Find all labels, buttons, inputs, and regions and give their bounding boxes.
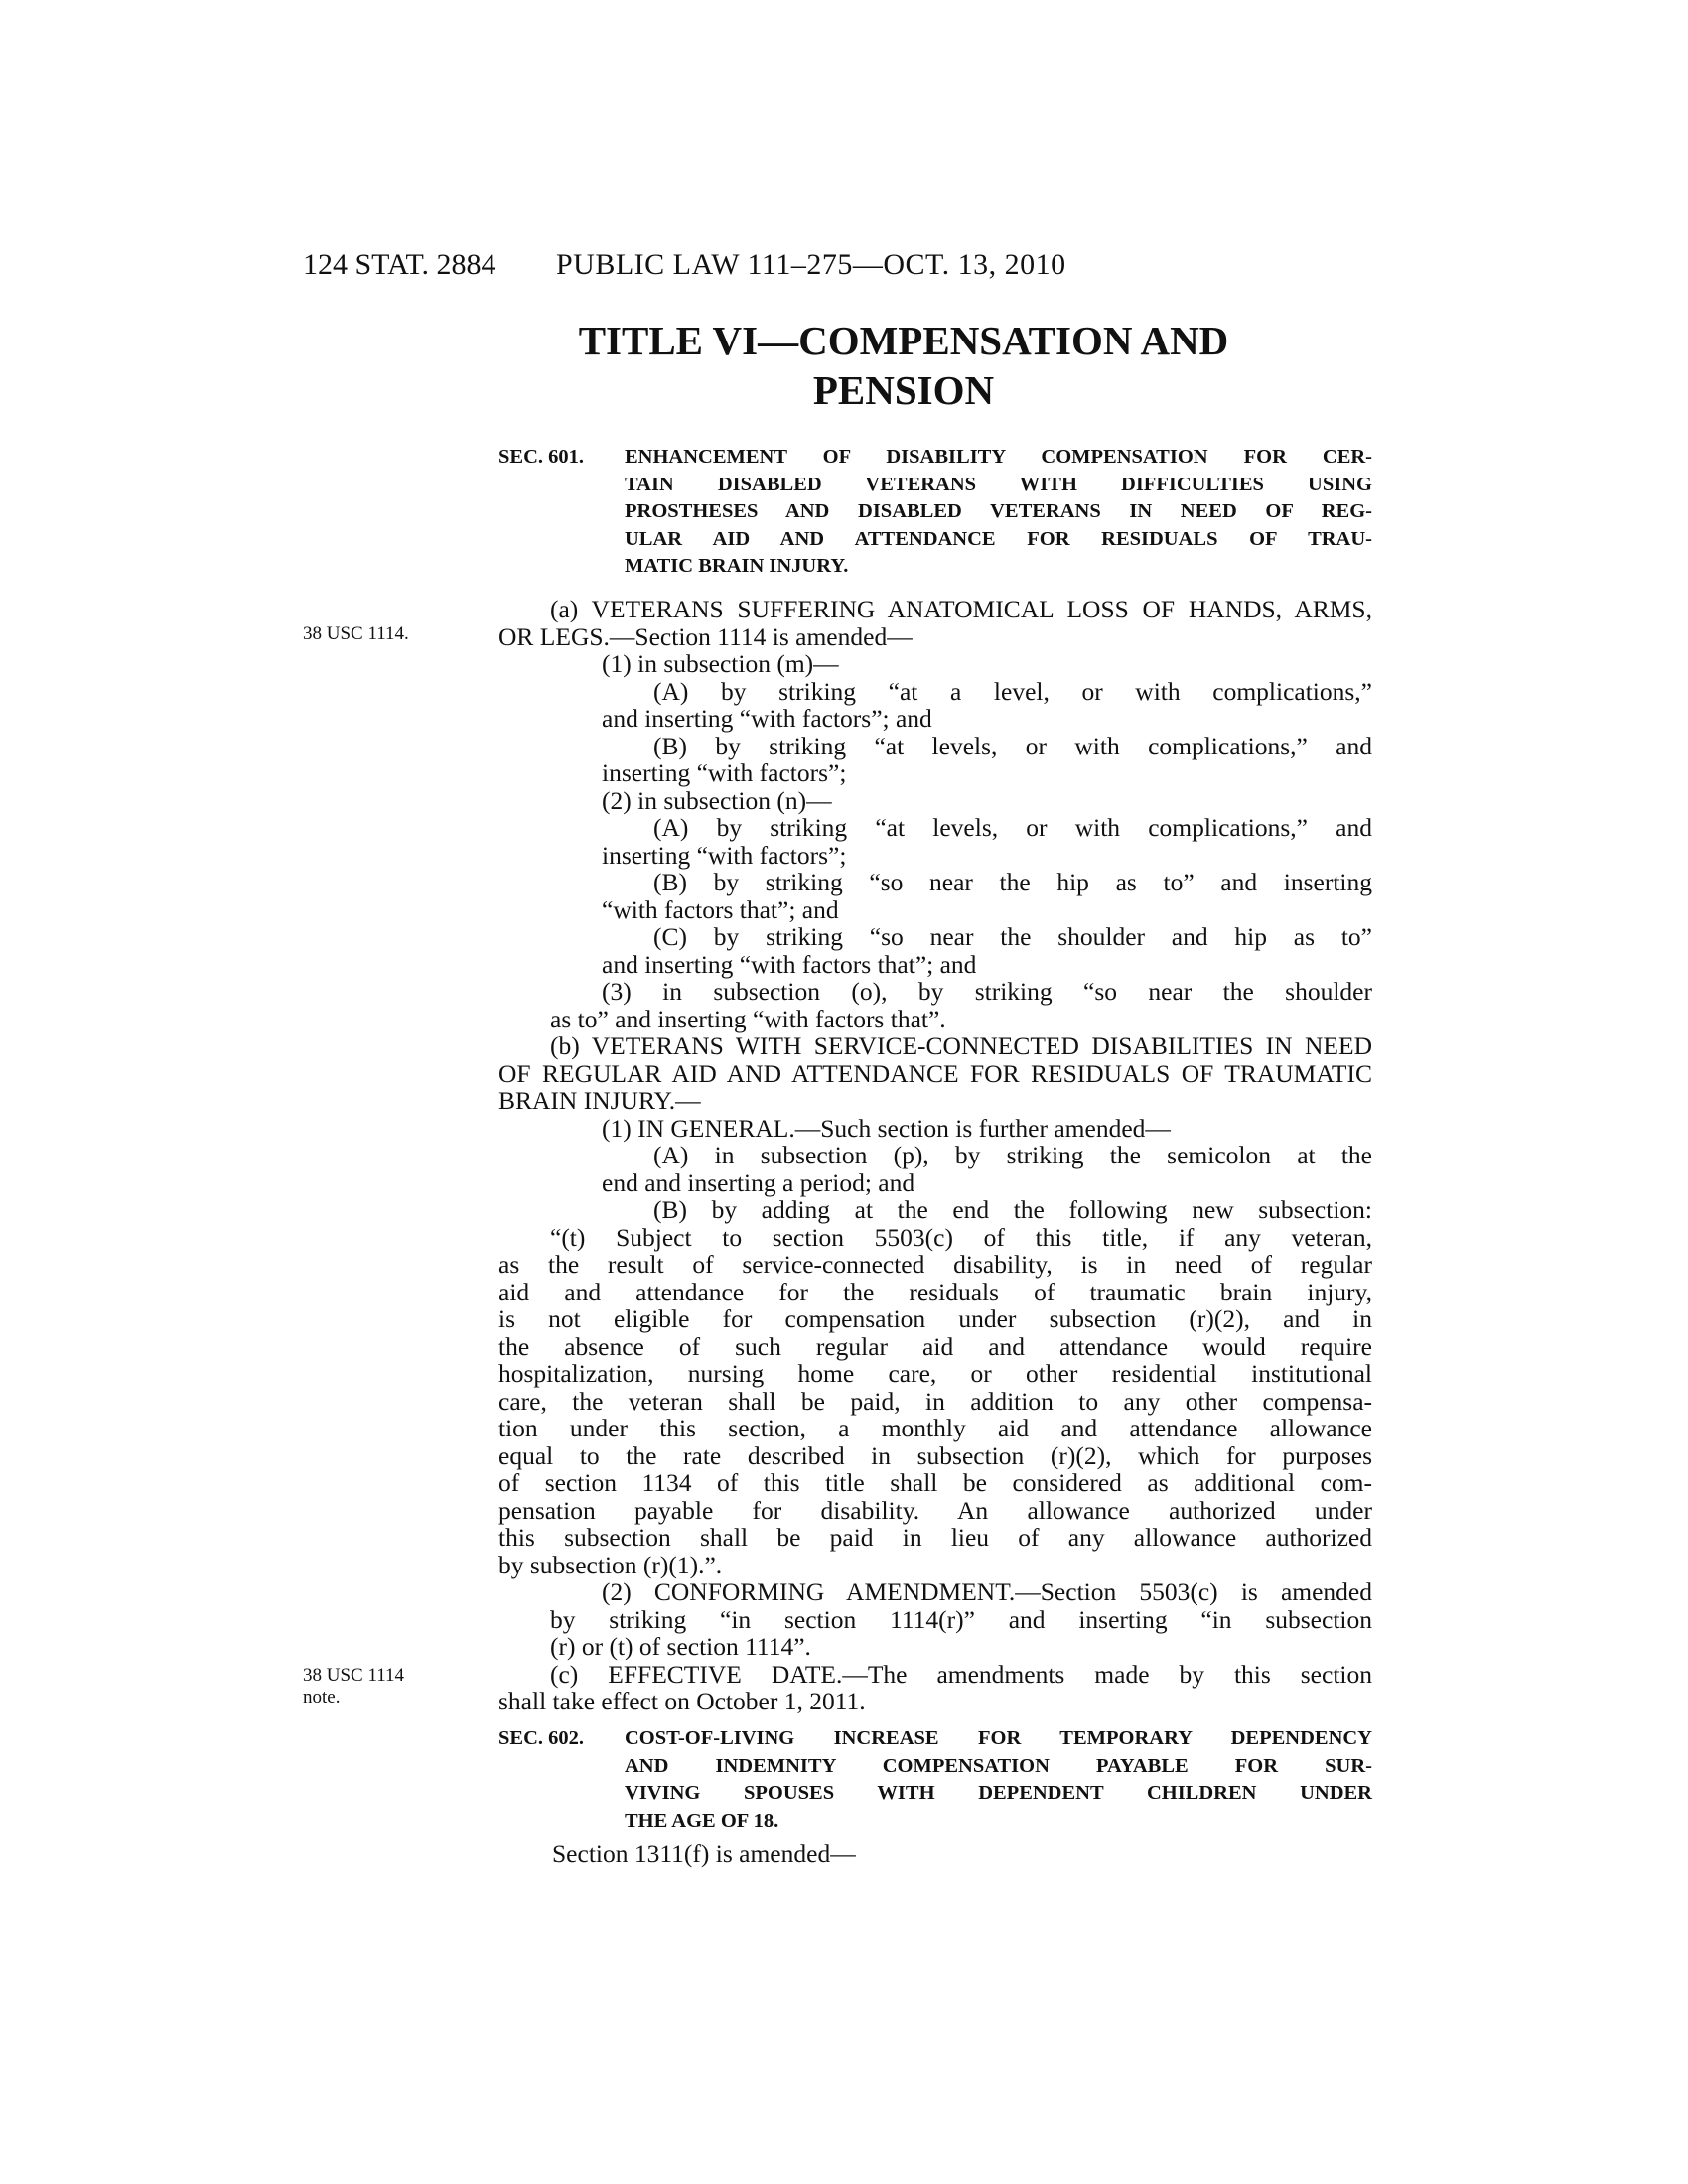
body-line: shall take effect on October 1, 2011. — [498, 1687, 866, 1715]
title-heading — [516, 316, 1291, 415]
body-line: (r) or (t) of section 1114”. — [550, 1632, 811, 1661]
body-line: (a) VETERANS SUFFERING ANATOMICAL LOSS OF HANDS, ARMS, — [550, 595, 1372, 623]
section-601-heading-line: ULAR AID AND ATTENDANCE FOR RESIDUALS OF TRAU- — [625, 527, 1372, 550]
section-601-heading-line: PROSTHESES AND DISABLED VETERANS IN NEED OF REG- — [625, 500, 1372, 522]
body-line: (3) in subsection (o), by striking “so near the shoulder — [602, 977, 1372, 1006]
body-line: (1) IN GENERAL.—Such section is further amended— — [602, 1113, 1171, 1143]
body-line: of section 1134 of this title shall be considered as additional com- — [498, 1468, 1372, 1497]
body-line: pensation payable for disability. An allowance authorized under — [498, 1495, 1372, 1525]
section-602-heading-line: VIVING SPOUSES WITH DEPENDENT CHILDREN UNDER — [625, 1782, 1372, 1804]
section-601-label: SEC. 601. — [498, 446, 585, 468]
public-law-ref: PUBLIC LAW 111–275—OCT. 13, 2010 — [556, 248, 1066, 281]
body-line: this subsection shall be paid in lieu of any allowance authorized — [498, 1523, 1372, 1552]
body-line: (A) by striking “at a level, or with complications,” — [653, 676, 1372, 706]
body-line: as the result of service-connected disability, is in need of regular — [498, 1250, 1372, 1279]
body-line: “(t) Subject to section 5503(c) of this title, if any veteran, — [550, 1222, 1372, 1252]
body-line: (2) in subsection (n)— — [602, 785, 832, 815]
body-line: (B) by adding at the end the following new subsection: — [653, 1195, 1372, 1224]
body-line: (c) EFFECTIVE DATE.—The amendments made by this section — [550, 1659, 1372, 1689]
body-line: (2) CONFORMING AMENDMENT.—Section 5503(c) is amended — [602, 1577, 1372, 1606]
body-line: (B) by striking “so near the hip as to” and inserting — [653, 868, 1372, 896]
body-line: BRAIN INJURY.— — [498, 1086, 701, 1115]
body-line: (1) in subsection (m)— — [602, 649, 839, 678]
statute-page-ref: 124 STAT. 2884 — [303, 248, 496, 281]
section-602-heading-line: THE AGE OF 18. — [625, 1809, 779, 1832]
body-line: hospitalization, nursing home care, or other residential institutional — [498, 1359, 1372, 1388]
body-line: tion under this section, a monthly aid and attendance allowance — [498, 1414, 1372, 1442]
body-line: OF REGULAR AID AND ATTENDANCE FOR RESIDUALS OF TRAUMATIC — [498, 1058, 1372, 1088]
margin-note-usc-1114: 38 USC 1114. — [303, 623, 409, 644]
body-line: aid and attendance for the residuals of traumatic brain injury, — [498, 1277, 1372, 1306]
title-line-2: PENSION — [812, 367, 995, 413]
body-line: by subsection (r)(1).”. — [498, 1550, 723, 1579]
section-602-heading — [498, 1725, 1372, 1835]
body-line: (A) by striking “at levels, or with complications,” and — [653, 813, 1372, 842]
body-line: and inserting “with factors that”; and — [602, 949, 977, 979]
section-601-heading-line: TAIN DISABLED VETERANS WITH DIFFICULTIES USING — [625, 473, 1372, 495]
body-line: the absence of such regular aid and attendance would require — [498, 1331, 1372, 1361]
body-line: inserting “with factors”; — [602, 758, 847, 787]
section-601-heading-line: ENHANCEMENT OF DISABILITY COMPENSATION FOR CER- — [625, 446, 1372, 468]
body-line: as to” and inserting “with factors that”. — [550, 1004, 946, 1033]
body-line: and inserting “with factors”; and — [602, 704, 932, 733]
section-602-heading-line: COST-OF-LIVING INCREASE FOR TEMPORARY DEPENDENCY — [625, 1727, 1372, 1749]
body-line: equal to the rate described in subsection (r)(2), which for purposes — [498, 1440, 1372, 1470]
body-line: by striking “in section 1114(r)” and inserting “in subsection — [550, 1604, 1372, 1634]
section-601-heading-line: MATIC BRAIN INJURY. — [625, 555, 849, 577]
body-line: (B) by striking “at levels, or with complications,” and — [653, 731, 1372, 760]
body-line: (A) in subsection (p), by striking the semicolon at the — [653, 1141, 1372, 1169]
section-601-body — [498, 596, 1372, 1715]
title-line-1: TITLE VI—COMPENSATION AND — [578, 318, 1229, 363]
body-line: inserting “with factors”; — [602, 840, 847, 870]
section-602-body-first-line: Section 1311(f) is amended— — [552, 1840, 856, 1868]
body-line: (C) by striking “so near the shoulder and hip as to” — [653, 922, 1372, 951]
body-line: is not eligible for compensation under subsection (r)(2), and in — [498, 1304, 1372, 1333]
body-line: OR LEGS.—Section 1114 is amended— — [498, 621, 913, 651]
body-line: (b) VETERANS WITH SERVICE-CONNECTED DISABILITIES IN NEED — [550, 1031, 1372, 1060]
body-line: “with factors that”; and — [602, 894, 839, 924]
section-602-heading-line: AND INDEMNITY COMPENSATION PAYABLE FOR SUR- — [625, 1754, 1372, 1777]
section-602-label: SEC. 602. — [498, 1727, 585, 1749]
margin-note-usc-1114-note: 38 USC 1114 note. — [303, 1665, 405, 1707]
body-line: end and inserting a period; and — [602, 1167, 915, 1197]
body-line: care, the veteran shall be paid, in addition to any other compensa- — [498, 1386, 1372, 1416]
section-601-heading — [498, 444, 1372, 581]
